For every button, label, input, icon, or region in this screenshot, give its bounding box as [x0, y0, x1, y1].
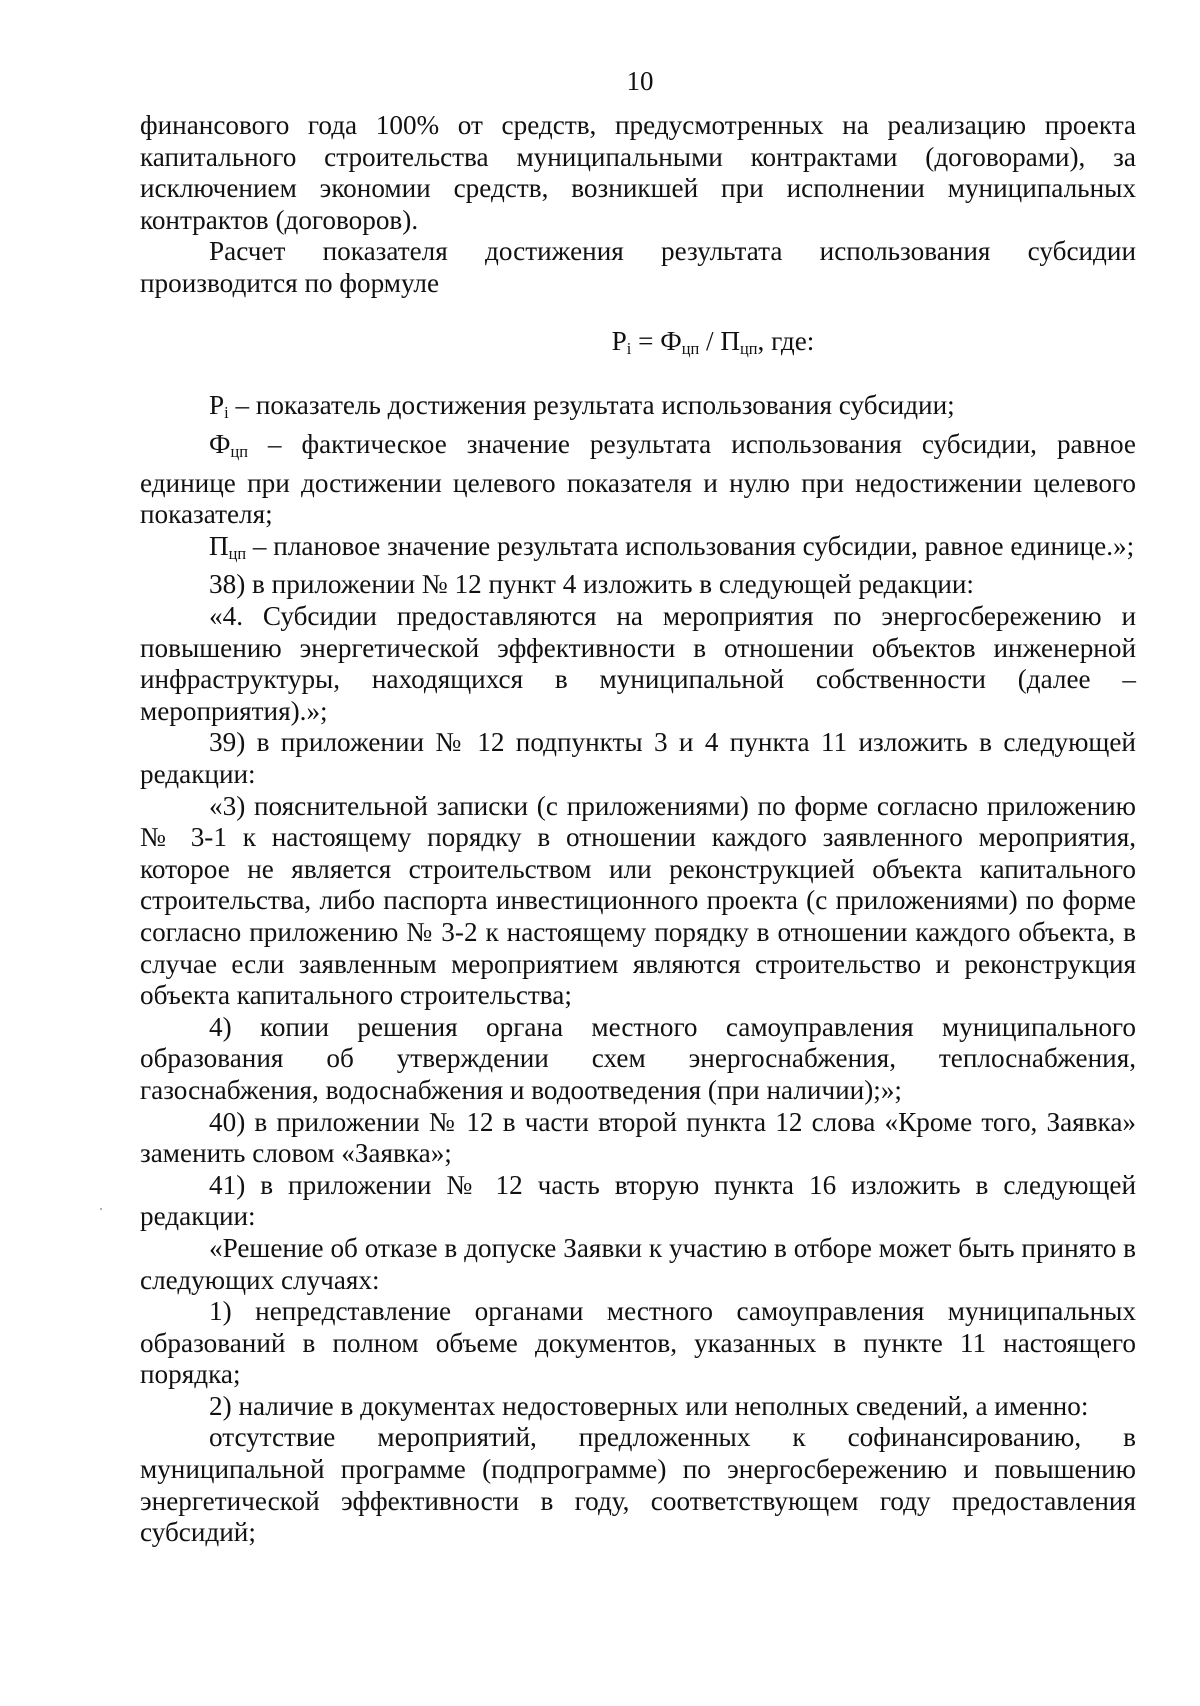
formula-p: P	[611, 325, 627, 356]
formula-eq: = Ф	[631, 325, 682, 356]
item-39-sub-3: «3) пояснительной записки (с приложениями) по форме согласно приложению № 3-1 к настоящему порядку в отношении каждого заявленного мероприятия, которое не является строительством или реконструкцией объекта капитального строительства, либо паспорта инвестиционного проекта (с приложениями) по форме согласно приложению № 3-2 к настоящему порядку в отношении каждого объекта, в случае если заявленным мероприятием являются строительство и реконструкция объекта капитального строительства;	[140, 790, 1136, 1011]
scan-speck	[100, 1208, 102, 1210]
item-41: 41) в приложении № 12 часть вторую пункта 16 изложить в следующей редакции:	[140, 1169, 1136, 1232]
item-40: 40) в приложении № 12 в части второй пункта 12 слова «Кроме того, Заявка» заменить словом «Заявка»;	[140, 1106, 1136, 1169]
definition-pl	[140, 531, 1136, 570]
paragraph-continuation: финансового года 100% от средств, предусмотренных на реализацию проекта капитального строительства муниципальными контрактами (договорами), за исключением экономии средств, возникшей при исполнении муниципальных контрактов (договоров).	[140, 110, 1136, 235]
formula-div: / П	[699, 325, 740, 356]
item-41-sub-1: 1) непредставление органами местного самоуправления муниципальных образований в полном объеме документов, указанных в пункте 11 настоящего порядка;	[140, 1296, 1136, 1390]
def-p-symbol: P	[209, 390, 225, 421]
def-p-text: – показатель достижения результата использования субсидии;	[228, 390, 955, 421]
formula	[140, 326, 1136, 365]
def-p-sub: i	[224, 403, 229, 423]
item-41-sub-2: 2) наличие в документах недостоверных или неполных сведений, а именно:	[209, 1390, 1089, 1421]
formula-pl-sub: цп	[740, 338, 758, 358]
def-f-sub: цп	[230, 441, 248, 461]
formula-p-sub: i	[626, 338, 632, 358]
document-body	[140, 110, 1136, 1549]
item-38: 38) в приложении № 12 пункт 4 изложить в следующей редакции:	[209, 569, 974, 600]
formula-f-sub: цп	[681, 338, 700, 358]
def-pl-text: – плановое значение результата использования субсидии, равное единице.»;	[246, 530, 1135, 561]
item-41-sub-2a: отсутствие мероприятий, предложенных к софинансированию, в муниципальной программе (подпрограмме) по энергосбережению и повышению энергетической эффективности в году, соответствующем году предоставления субсидий;	[140, 1422, 1136, 1548]
def-f-text: – фактическое значение результата использования субсидии, равное единице при достижении целевого показателя и нулю при недостижении целевого показателя;	[140, 428, 1136, 530]
formula-tail: , где:	[757, 325, 815, 356]
def-pl-symbol: П	[209, 530, 229, 561]
def-f-symbol: Ф	[209, 428, 231, 459]
def-pl-sub: цп	[228, 543, 247, 563]
item-39: 39) в приложении № 12 подпункты 3 и 4 пункта 11 изложить в следующей редакции:	[140, 727, 1136, 789]
item-41-quote: «Решение об отказе в допуске Заявки к участию в отборе может быть принято в следующих случаях:	[140, 1232, 1136, 1295]
definition-p	[140, 390, 1136, 429]
paragraph-formula-intro: Расчет показателя достижения результата использования субсидии производится по формуле	[140, 236, 1136, 298]
item-39-sub-4: 4) копии решения органа местного самоуправления муниципального образования об утверждении схем энергоснабжения, теплоснабжения, газоснабжения, водоснабжения и водоотведения (при наличии);»;	[140, 1011, 1136, 1105]
item-38-quote: «4. Субсидии предоставляются на мероприятия по энергосбережению и повышению энергетической эффективности в отношении объектов инженерной инфраструктуры, находящихся в муниципальной собственности (далее – мероприятия).»;	[140, 601, 1136, 726]
definition-f	[140, 429, 1136, 531]
page-number: 10	[626, 66, 654, 96]
